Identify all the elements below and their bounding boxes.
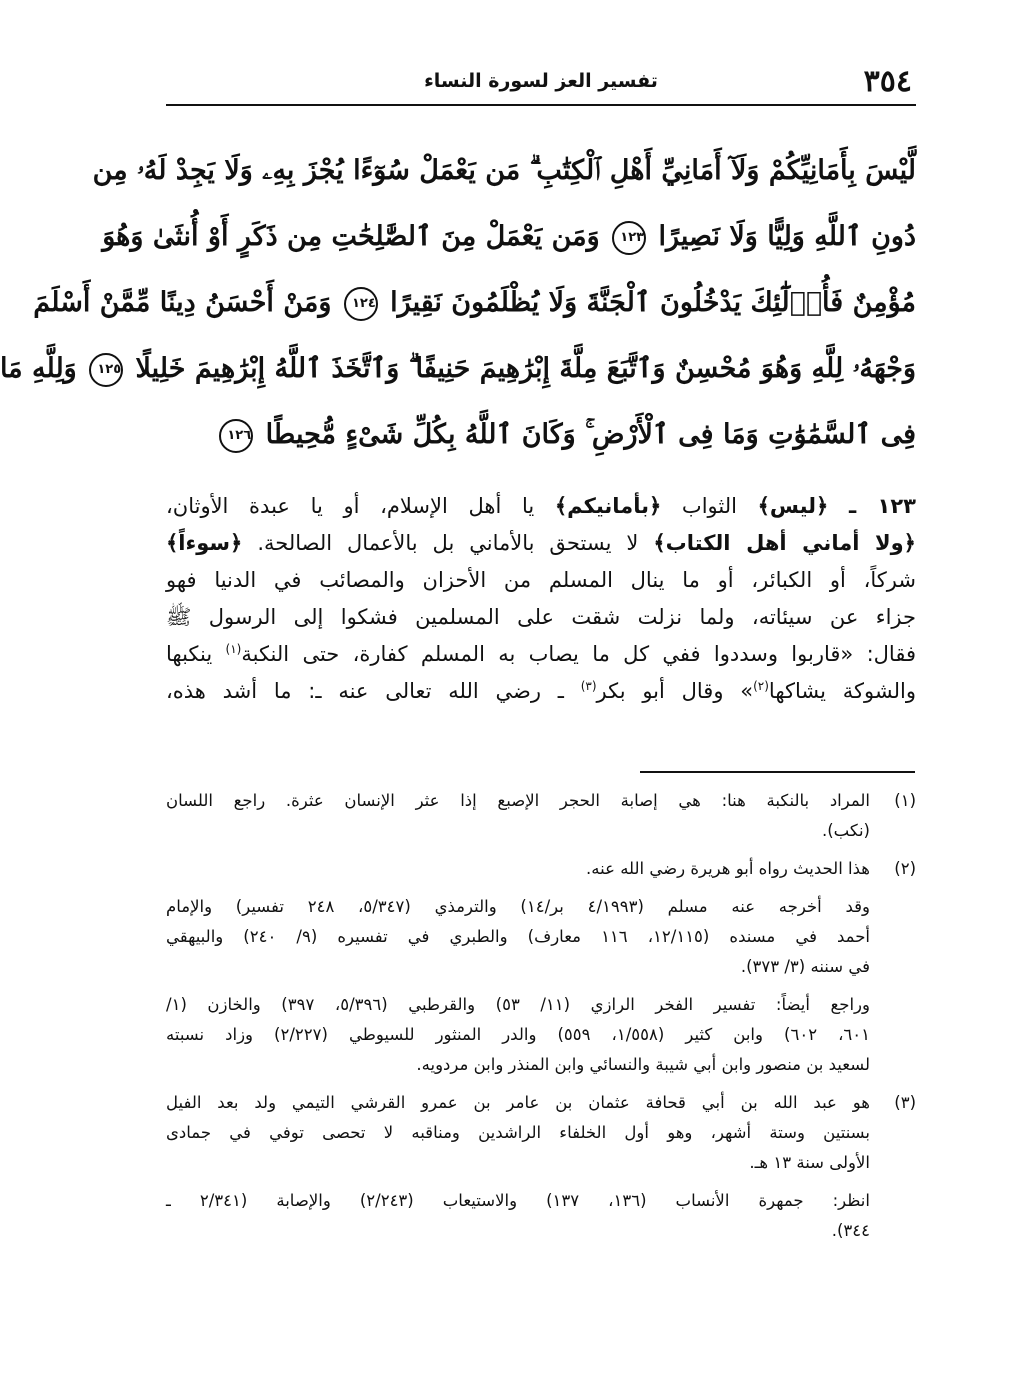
quoted-term: ﴿بأمانيكم﴾ xyxy=(554,494,662,518)
footnote-separator xyxy=(640,771,915,773)
quoted-term: ﴿سوءاً﴾ xyxy=(166,531,243,555)
page-number: ٣٥٤ xyxy=(863,64,912,99)
commentary-text: ينكبها xyxy=(166,642,213,666)
commentary-line xyxy=(166,562,916,599)
footnote-line: هذا الحديث رواه أبو هريرة رضي الله عنه. xyxy=(586,859,870,878)
footnote xyxy=(166,1088,916,1246)
quran-line xyxy=(0,336,916,402)
running-title: تفسير العز لسورة النساء xyxy=(424,70,658,92)
quran-text: فِى ٱلسَّمَٰوَٰتِ وَمَا فِى ٱلْأَرْضِ ۚ وَكَانَ ٱللَّهُ بِكُلِّ شَىْءٍ مُّحِيطًا xyxy=(265,419,916,450)
footnote-line: أحمد في مسنده (١٢/١١٥، ١١٦ معارف) والطبري في تفسيره (٩/ ٢٤٠) والبيهقي xyxy=(166,927,871,946)
commentary xyxy=(166,488,916,710)
ayah-number-marker: ١٢٣ xyxy=(612,221,646,255)
footnote-number: (٢) xyxy=(894,859,916,878)
commentary-text: شركاً، أو الكبائر، أو ما ينال المسلم من الأحزان والمصائب في الدنيا فهو xyxy=(166,568,916,592)
commentary-line xyxy=(166,636,916,673)
footnote-line: بسنتين وستة أشهر، وهو أول الخلفاء الراشدين ومناقبه لا تحصى توفي في جمادى xyxy=(166,1123,870,1142)
commentary-text: ـ رضي الله تعالى عنه ـ: ما أشد هذه، xyxy=(166,679,564,703)
quran-verses xyxy=(0,138,916,468)
quran-line xyxy=(166,402,916,468)
commentary-text: جزاء عن سيئاته، ولما نزلت شقت على المسلمين فشكوا إلى الرسول ﷺ xyxy=(166,605,916,629)
quran-text: دُونِ ٱللَّهِ وَلِيًّا وَلَا نَصِيرًا xyxy=(658,221,916,252)
commentary-text: » وقال أبو بكر xyxy=(596,679,754,703)
quran-text: وَلِلَّهِ مَا xyxy=(0,353,77,384)
footnotes xyxy=(166,786,916,1246)
quoted-term: ﴿ولا أماني أهل الكتاب﴾ xyxy=(653,531,916,555)
footnote-number: (١) xyxy=(894,791,916,810)
commentary-line xyxy=(166,525,916,562)
commentary-line xyxy=(166,488,916,525)
footnote-line: (نكب). xyxy=(821,821,870,840)
quran-line xyxy=(33,270,916,336)
footnote-line: المراد بالنكبة هنا: هي إصابة الحجر الإصبع إذا عثر الإنسان عثرة. راجع اللسان xyxy=(166,791,870,810)
footnote-line: لسعيد بن منصور وابن أبي شيبة والنسائي وابن المنذر وابن مردويه. xyxy=(416,1055,870,1074)
commentary-text: لا يستحق بالأماني بل بالأعمال الصالحة. xyxy=(257,531,639,555)
footnote xyxy=(166,854,916,1080)
quran-line xyxy=(92,138,916,204)
page-header xyxy=(166,62,916,106)
commentary-text: يا أهل الإسلام، أو يا عبدة الأوثان، xyxy=(166,494,535,518)
quran-line xyxy=(102,204,916,270)
ayah-number-marker: ١٢٥ xyxy=(89,353,123,387)
footnote-ref[interactable]: (٢) xyxy=(753,679,769,693)
footnote-line: ٦٠١، ٦٠٢) وابن كثير (١/٥٥٨، ٥٥٩) والدر المنثور للسيوطي (٢/٢٢٧) وزاد نسبته xyxy=(166,1025,871,1044)
quran-text: وَجْهَهُۥ لِلَّهِ وَهُوَ مُحْسِنٌ وَٱتَّبَعَ مِلَّةَ إِبْرَٰهِيمَ حَنِيفًا ۗ وَٱتَّخَذَ ٱللَّهُ إِبْرَٰهِيمَ خَلِيلًا xyxy=(135,353,916,384)
commentary-line xyxy=(166,599,916,636)
footnote-line: ٣٤٤). xyxy=(831,1221,870,1240)
ayah-number-marker: ١٢٦ xyxy=(219,419,253,453)
footnote-line: وقد أخرجه عنه مسلم (٤/١٩٩٣ بر/١٤) والترمذي (٥/٣٤٧، ٢٤٨ تفسير) والإمام xyxy=(166,897,870,916)
quran-text: وَمَنْ أَحْسَنُ دِينًا مِّمَّنْ أَسْلَمَ xyxy=(33,287,332,318)
footnote-line: هو عبد الله بن أبي قحافة عثمان بن عامر بن عمرو القرشي التيمي ولد بعد الفيل xyxy=(166,1093,870,1112)
footnote-number: (٣) xyxy=(894,1093,916,1112)
commentary-text: والشوكة يشاكها xyxy=(768,679,916,703)
footnote-line: في سننه (٣/ ٣٧٣). xyxy=(740,957,870,976)
commentary-text: الثواب xyxy=(681,494,737,518)
quran-text: وَمَن يَعْمَلْ مِنَ ٱلصَّٰلِحَٰتِ مِن ذَكَرٍ أَوْ أُنثَىٰ وَهُوَ xyxy=(102,221,600,252)
footnote-line: انظر: جمهرة الأنساب (١٣٦، ١٣٧) والاستيعاب (٢/٢٤٣) والإصابة (٢/٣٤١ ـ xyxy=(166,1191,870,1210)
verse-number: ١٢٣ ـ xyxy=(849,494,916,518)
footnote-line: وراجع أيضاً: تفسير الفخر الرازي (١١/ ٥٣) والقرطبي (٥/٣٩٦، ٣٩٧) والخازن (١/ xyxy=(166,995,870,1014)
commentary-text: فقال: «قاربوا وسددوا ففي كل ما يصاب به المسلم كفارة، حتى النكبة xyxy=(241,642,916,666)
footnote-ref[interactable]: (٣) xyxy=(580,679,597,693)
ayah-number-marker: ١٢٤ xyxy=(344,287,378,321)
quran-text: لَّيْسَ بِأَمَانِيِّكُمْ وَلَآ أَمَانِيِّ أَهْلِ ٱلْكِتَٰبِ ۗ مَن يَعْمَلْ سُوٓءًا يُجْزَ بِهِۦ وَلَا يَجِدْ لَهُۥ مِن xyxy=(92,155,916,186)
quoted-term: ﴿ليس﴾ xyxy=(757,494,829,518)
footnote xyxy=(166,786,916,846)
footnote-line: الأولى سنة ١٣ هـ. xyxy=(749,1153,870,1172)
quran-text: مُؤْمِنٌ فَأُو۟لَٰٓئِكَ يَدْخُلُونَ ٱلْجَنَّةَ وَلَا يُظْلَمُونَ نَقِيرًا xyxy=(390,287,916,318)
footnote-ref[interactable]: (١) xyxy=(225,642,242,656)
commentary-line xyxy=(166,673,916,710)
